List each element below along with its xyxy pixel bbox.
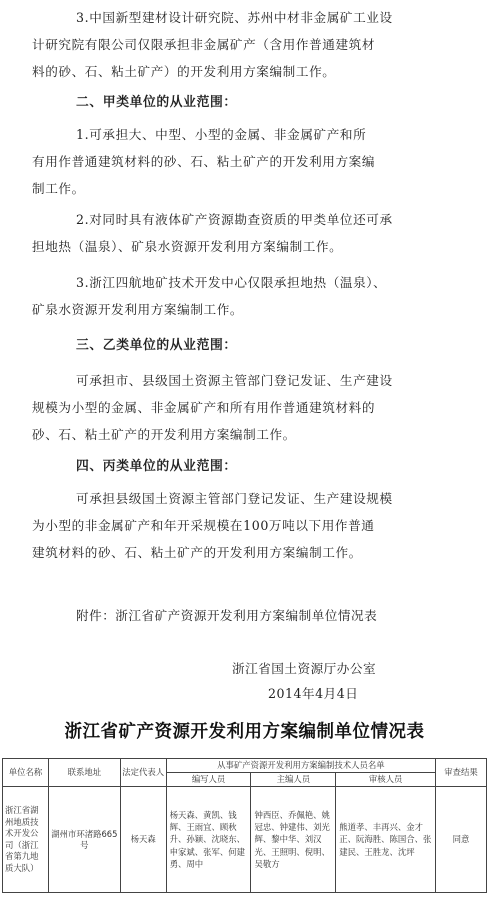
paragraph-class-a-3	[32, 269, 452, 323]
table-header-row	[3, 759, 487, 773]
paragraph-class-a-1	[32, 121, 452, 202]
cell-compilers: 杨天森、黄凯、钱辉、王雨宜、顾秋升、孙颖、沈晓东、申家斌、张军、何建勇、周中	[166, 787, 251, 893]
text-line: 计研究院有限公司仅限承担非金属矿产（含用作普通建筑材	[32, 37, 376, 52]
table-title: 浙江省矿产资源开发利用方案编制单位情况表	[64, 722, 425, 742]
header-leaders: 主编人员	[251, 773, 336, 787]
cell-unit-name: 浙江省湖州地质技术开发公司（浙江省第九地质大队）	[3, 787, 49, 893]
header-compilers: 编写人员	[166, 773, 251, 787]
header-address: 联系地址	[48, 759, 120, 787]
attachment-note: 附件：浙江省矿产资源开发利用方案编制单位情况表	[76, 608, 378, 623]
cell-leaders: 钟西臣、乔佩艳、姚冠忠、钟建伟、刘光辉、黎中华、刘汉光、王照明、倪明、吴敬方	[251, 787, 336, 893]
text-line: 可承担县级国土资源主管部门登记发证、生产建设规模	[76, 491, 393, 506]
text-line: 3.浙江四航地矿技术开发中心仅限承担地热（温泉）、	[76, 275, 387, 290]
text-line: 为小型的非金属矿产和年开采规模在100万吨以下用作普通	[32, 518, 375, 533]
text-line: 担地热（温泉）、矿泉水资源开发利用方案编制工作。	[32, 239, 343, 254]
header-staff-group: 从事矿产资源开发利用方案编制技术人员名单	[166, 759, 435, 773]
issuer-name: 浙江省国土资源厅办公室	[232, 661, 377, 676]
paragraph-class-a-2	[32, 206, 452, 260]
cell-reviewers: 熊道孝、丰再兴、金才正、阮海胜、陈国合、张建民、王胜龙、沈坪	[336, 787, 436, 893]
text-line: 矿泉水资源开发利用方案编制工作。	[32, 302, 244, 317]
cell-address: 湖州市环渚路665号	[48, 787, 120, 893]
section-heading-class-a: 二、甲类单位的从业范围：	[76, 95, 237, 110]
cell-legal-rep: 杨天森	[120, 787, 166, 893]
issue-date: 2014年4月4日	[268, 686, 359, 701]
text-line: 有用作普通建筑材料的砂、石、粘土矿产的开发利用方案编	[32, 154, 376, 169]
header-review-result: 审查结果	[436, 759, 487, 787]
table-row	[3, 787, 487, 893]
text-line: 制工作。	[32, 181, 85, 196]
section-heading-class-c: 四、丙类单位的从业范围：	[76, 459, 237, 474]
text-line: 规模为小型的金属、非金属矿产和所有用作普通建筑材料的	[32, 400, 376, 415]
text-line: 料的砂、石、粘土矿产）的开发利用方案编制工作。	[32, 64, 336, 79]
paragraph-class-c	[32, 485, 452, 566]
text-line: 建筑材料的砂、石、粘土矿产的开发利用方案编制工作。	[32, 545, 362, 560]
header-unit-name: 单位名称	[3, 759, 49, 787]
paragraph-class-b	[32, 367, 452, 448]
text-line: 3.中国新型建材设计研究院、苏州中材非金属矿工业设	[76, 10, 393, 25]
unit-info-table	[2, 758, 487, 893]
text-line: 1.可承担大、中型、小型的金属、非金属矿产和所	[76, 127, 367, 142]
text-line: 可承担市、县级国土资源主管部门登记发证、生产建设	[76, 373, 393, 388]
cell-review-result: 同意	[436, 787, 487, 893]
header-legal-rep: 法定代表人	[120, 759, 166, 787]
paragraph-item-3	[32, 4, 452, 85]
text-line: 砂、石、粘土矿产的开发利用方案编制工作。	[32, 427, 296, 442]
header-reviewers: 审核人员	[336, 773, 436, 787]
text-line: 2.对同时具有液体矿产资源勘查资质的甲类单位还可承	[76, 212, 393, 227]
section-heading-class-b: 三、乙类单位的从业范围：	[76, 338, 237, 353]
